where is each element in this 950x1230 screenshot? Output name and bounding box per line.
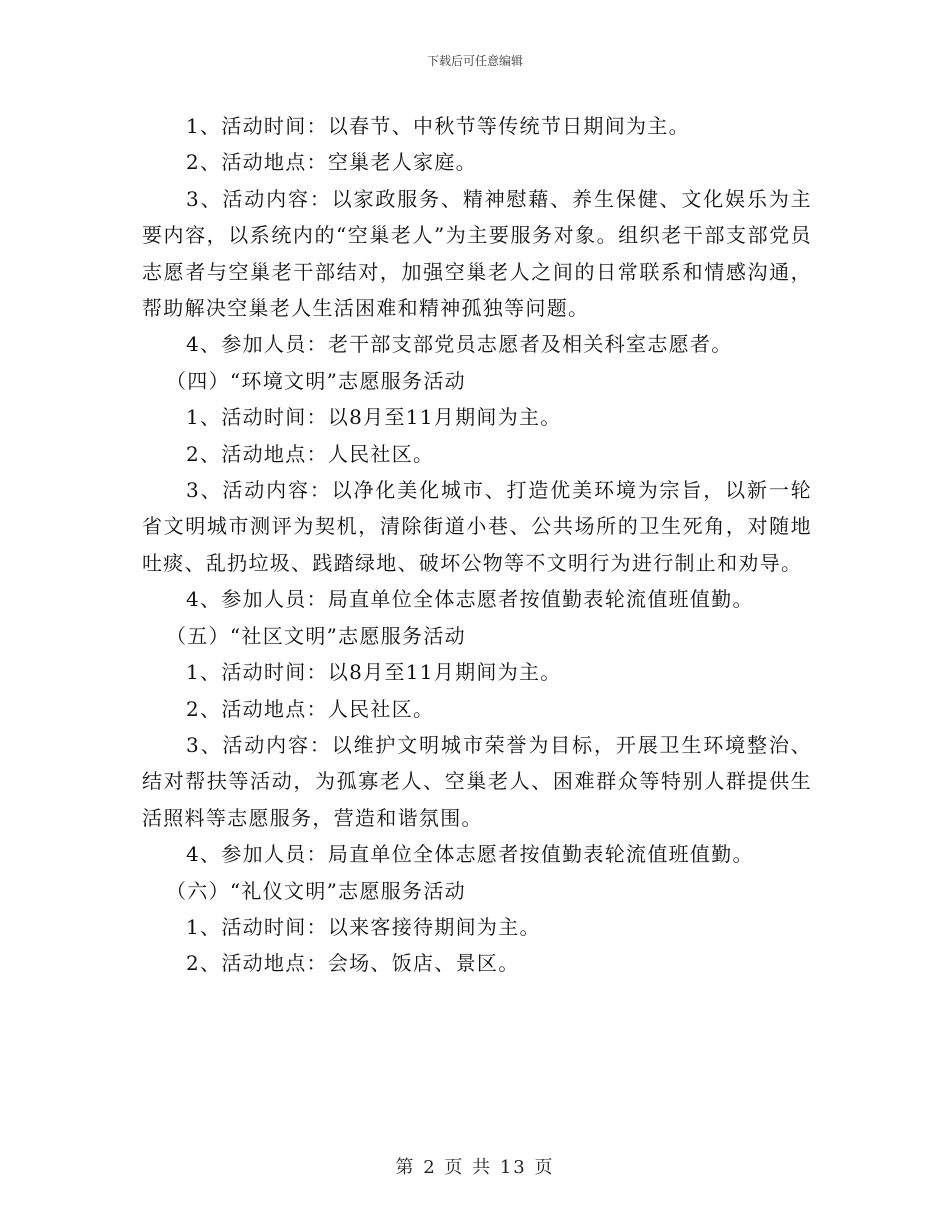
section-heading: （四）“环境文明”志愿服务活动 — [166, 368, 466, 393]
paragraph: 4、参加人员：老干部支部党员志愿者及相关科室志愿者。 — [186, 332, 733, 357]
page-number: 第 2 页 共 13 页 — [395, 1157, 555, 1178]
paragraph: 3、活动内容：以净化美化城市、打造优美环境为宗旨，以新一轮省文明城市测评为契机，清除街道小巷、公共场所的卫生死角，对随地吐痰、乱扔垃圾、践踏绿地、破坏公物等不文明行为进行制止和劝导。 — [142, 478, 812, 575]
paragraph: 3、活动内容：以家政服务、精神慰藉、养生保健、文化娱乐为主要内容，以系统内的“空巢老人”为主要服务对象。组织老干部支部党员志愿者与空巢老干部结对，加强空巢老人之间的日常联系和情感沟通，帮助解决空巢老人生活困难和精神孤独等问题。 — [142, 186, 812, 321]
paragraph: 1、活动时间：以来客接待期间为主。 — [186, 914, 541, 939]
paragraph: 2、活动地点：会场、饭店、景区。 — [186, 951, 520, 976]
paragraph: 4、参加人员：局直单位全体志愿者按值勤表轮流值班值勤。 — [186, 842, 754, 867]
paragraph: 4、参加人员：局直单位全体志愿者按值勤表轮流值班值勤。 — [186, 587, 754, 612]
paragraph: 2、活动地点：人民社区。 — [186, 441, 435, 466]
section-heading: （六）“礼仪文明”志愿服务活动 — [166, 878, 466, 903]
paragraph: 1、活动时间：以8月至11月期间为主。 — [186, 405, 562, 430]
paragraph: 1、活动时间：以8月至11月期间为主。 — [186, 660, 562, 685]
paragraph: 2、活动地点：空巢老人家庭。 — [186, 150, 477, 175]
section-heading: （五）“社区文明”志愿服务活动 — [166, 623, 466, 648]
paragraph: 3、活动内容：以维护文明城市荣誉为目标，开展卫生环境整治、结对帮扶等活动，为孤寡老人、空巢老人、困难群众等特别人群提供生活照料等志愿服务，营造和谐氛围。 — [142, 732, 812, 830]
paragraph: 2、活动地点：人民社区。 — [186, 696, 435, 721]
document-body — [142, 108, 812, 982]
paragraph: 1、活动时间：以春节、中秋节等传统节日期间为主。 — [186, 114, 690, 138]
page-header-note: 下载后可任意编辑 — [426, 54, 523, 68]
